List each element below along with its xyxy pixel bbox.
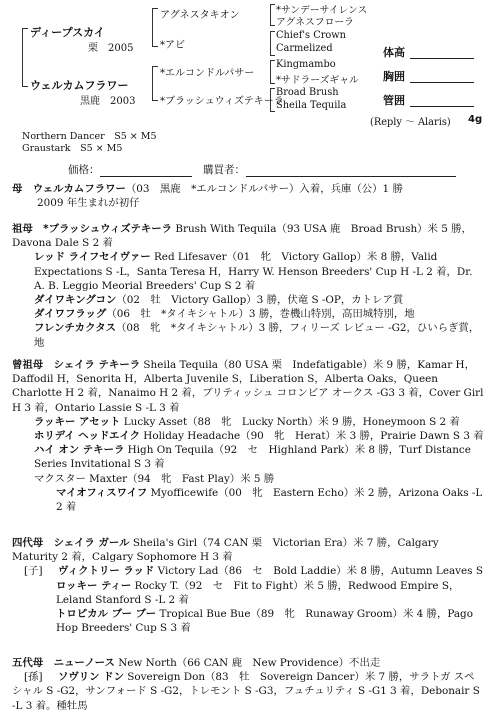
horse-record: High On Tequila（92 セ Highland Park）米 8 勝，Turf Distance Series Invitational S 3 着 xyxy=(34,444,471,471)
horse-record: Holiday Headache（90 牝 Herat）米 3 勝，Prairie Dawn S 3 着 xyxy=(143,430,484,443)
horse-name: レッド ライフセイヴァー xyxy=(34,251,151,264)
dam-desc: 黒鹿 2003 xyxy=(80,96,136,107)
section-label: 五代母 xyxy=(12,657,44,669)
horse-record: （06 牡 *タイキシャトル）3 勝，巻機山特別，高田城特別，地 xyxy=(106,308,415,321)
pedigree-g3-1: *サンデーサイレンス xyxy=(276,5,368,16)
horse-record: Lucky Asset（88 牝 Lucky North）米 9 勝，Honeymoon S 2 着 xyxy=(123,415,460,428)
g3-bracket-3 xyxy=(270,60,275,84)
horse-name: ウェルカムフラワー xyxy=(32,183,126,195)
buyer-label: 購買者： xyxy=(203,164,245,176)
dam-bracket xyxy=(152,66,158,101)
horse-record: Brush With Tequila（93 USA 鹿 Broad Brush）米 5 勝，Davona Dale S 2 着 xyxy=(12,223,472,250)
buyer-field[interactable] xyxy=(246,176,456,177)
horse-name: ヴィクトリー ラッド xyxy=(58,565,155,578)
height-field[interactable] xyxy=(410,58,474,59)
pedigree-g3-7: Broad Brush xyxy=(276,87,339,98)
price-label: 価格： xyxy=(68,164,100,176)
pedigree-g2-2: *アビ xyxy=(160,40,185,51)
pedigree-g2-3: *エルコンドルパサー xyxy=(160,68,255,79)
pedigree-g3-2: アグネスフローラ xyxy=(276,17,354,28)
pedigree-bracket-main xyxy=(22,28,28,87)
section-dam xyxy=(12,182,484,210)
horse-record: （02 牡 Victory Gallop）3 勝，伏竜 S -OP，カトレア賞 xyxy=(116,294,404,307)
chest-label: 胸囲 xyxy=(383,70,405,83)
sire-bracket xyxy=(152,8,158,47)
g3-bracket-1 xyxy=(270,4,275,26)
horse-record: Sheila Tequila（80 USA 栗 Indefatigable）米 9 勝，Kamar H，Daffodil H，Senorita H，Alberta Juvenile S，Liberation S，Alberta Oaks，Queen Charlotte H 2 着，Nanaimo H 2 着，ブリティッシュ コロンビア オークス -G3 3 着，Cover Girl H 3 着，Ontario Lassie S -L 3 着 xyxy=(12,359,484,414)
horse-name: ニューノース xyxy=(53,657,115,669)
height-label: 体高 xyxy=(383,46,405,59)
pedigree-g3-6: *サドラーズギャル xyxy=(276,75,359,86)
sire-desc: 栗 2005 xyxy=(88,43,134,54)
horse-record: Sovereign Don（83 牡 Sovereign Dancer）米 7 勝，サラトガ スペシャル S -G2，サンフォード S -G2，トレモント S -G3，フュチュリティ S -G1 3 着，Debonair S -L 3 着。種牡馬 xyxy=(12,671,480,712)
pedigree-g3-3: Chief's Crown xyxy=(276,30,346,41)
horse-record: （08 牝 *タイキシャトル）3 勝，フィリーズ レビュー -G2，ひいらぎ賞，地 xyxy=(34,322,480,349)
horse-record: マクスター Maxter（94 牝 Fast Play）米 5 勝 xyxy=(34,472,275,485)
reply-number: 4g xyxy=(468,114,483,125)
section-label: 曾祖母 xyxy=(12,359,44,371)
section-5th-dam xyxy=(12,656,484,713)
inbreeding-2: Graustark S5 × M5 xyxy=(22,143,123,154)
first-foal-note: 2009 年生まれが初仔 xyxy=(37,197,140,210)
section-label: 四代母 xyxy=(12,537,44,549)
horse-name: シェイラ テキーラ xyxy=(53,359,141,371)
section-great-granddam xyxy=(12,358,484,514)
pedigree-g3-5: Kingmambo xyxy=(276,59,336,70)
pedigree-g2-4: *ブラッシュウィズテキーラ xyxy=(160,96,284,107)
dam-name: ウェルカムフラワー xyxy=(30,79,129,92)
g3-bracket-4 xyxy=(270,88,275,112)
inbreeding-1: Northern Dancer S5 × M5 xyxy=(22,131,157,142)
pedigree-g3-4: Carmelized xyxy=(276,43,333,54)
section-4th-dam xyxy=(12,536,484,635)
section-label: 祖母 xyxy=(12,223,33,235)
cannon-label: 管囲 xyxy=(383,94,405,107)
horse-record: Red Lifesaver（01 牝 Victory Gallop）米 8 勝，Valid Expectations S -L，Santa Teresa H，Harry W. Henson Breeders' Cup H -L 2 着，Dr. A. B. Leggio Meorial Breeders' Cup S 2 着 xyxy=(34,251,473,292)
section-label: 母 xyxy=(12,183,23,195)
horse-record: New North（66 CAN 鹿 New Providence）不出走 xyxy=(118,657,381,669)
price-field[interactable] xyxy=(100,176,192,177)
horse-name: *ブラッシュウィズテキーラ xyxy=(43,223,173,235)
horse-name: ソヴリン ドン xyxy=(58,671,124,684)
horse-name: ハイ オン テキーラ xyxy=(34,444,125,457)
horse-record: Sheila's Girl（74 CAN 栗 Victorian Era）米 7 勝，Calgary Maturity 2 着，Calgary Sophomore H 3 着 xyxy=(12,537,439,564)
reply-note: (Reply ～ Alaris) xyxy=(370,117,451,128)
horse-record: Victory Lad（86 セ Bold Laddie）米 8 勝，Autumn Leaves S xyxy=(157,565,483,578)
horse-name: トロピカル ブー ブー xyxy=(56,608,157,621)
offspring-tag: [子] xyxy=(24,565,43,578)
horse-record: Myofficewife（00 牝 Eastern Echo）米 2 勝，Arizona Oaks -L 2 着 xyxy=(56,486,483,514)
pedigree-g3-8: Sheila Tequila xyxy=(276,100,347,111)
horse-name: ダイワキングコン xyxy=(34,294,117,307)
horse-record: （03 黒鹿 *エルコンドルパサー）入着，兵庫（公）1 勝 xyxy=(125,183,403,195)
offspring-tag: [孫] xyxy=(24,671,43,684)
horse-name: ホリデイ ヘッドエイク xyxy=(34,430,140,443)
cannon-field[interactable] xyxy=(410,106,474,107)
horse-record: Tropical Bue Bue（89 牝 Runaway Groom）米 4 勝，Pago Hop Breeders' Cup S 3 着 xyxy=(56,608,473,635)
horse-name: ラッキー アセット xyxy=(34,415,121,428)
horse-name: シェイラ ガール xyxy=(53,537,130,549)
g3-bracket-2 xyxy=(270,31,275,56)
chest-field[interactable] xyxy=(410,82,474,83)
horse-name: ロッキー ティー xyxy=(56,579,132,592)
horse-name: フレンチカクタス xyxy=(34,322,117,335)
section-granddam xyxy=(12,222,484,350)
horse-name: マイオフィスワイフ xyxy=(56,486,148,499)
sire-name: ディープスカイ xyxy=(30,26,105,39)
pedigree-g2-1: アグネスタキオン xyxy=(160,10,240,21)
horse-record: Rocky T.（92 セ Fit to Fight）米 5 勝，Redwood Empire S，Leland Stanford S -L 2 着 xyxy=(56,579,460,606)
horse-name: ダイワフラッグ xyxy=(34,308,107,321)
